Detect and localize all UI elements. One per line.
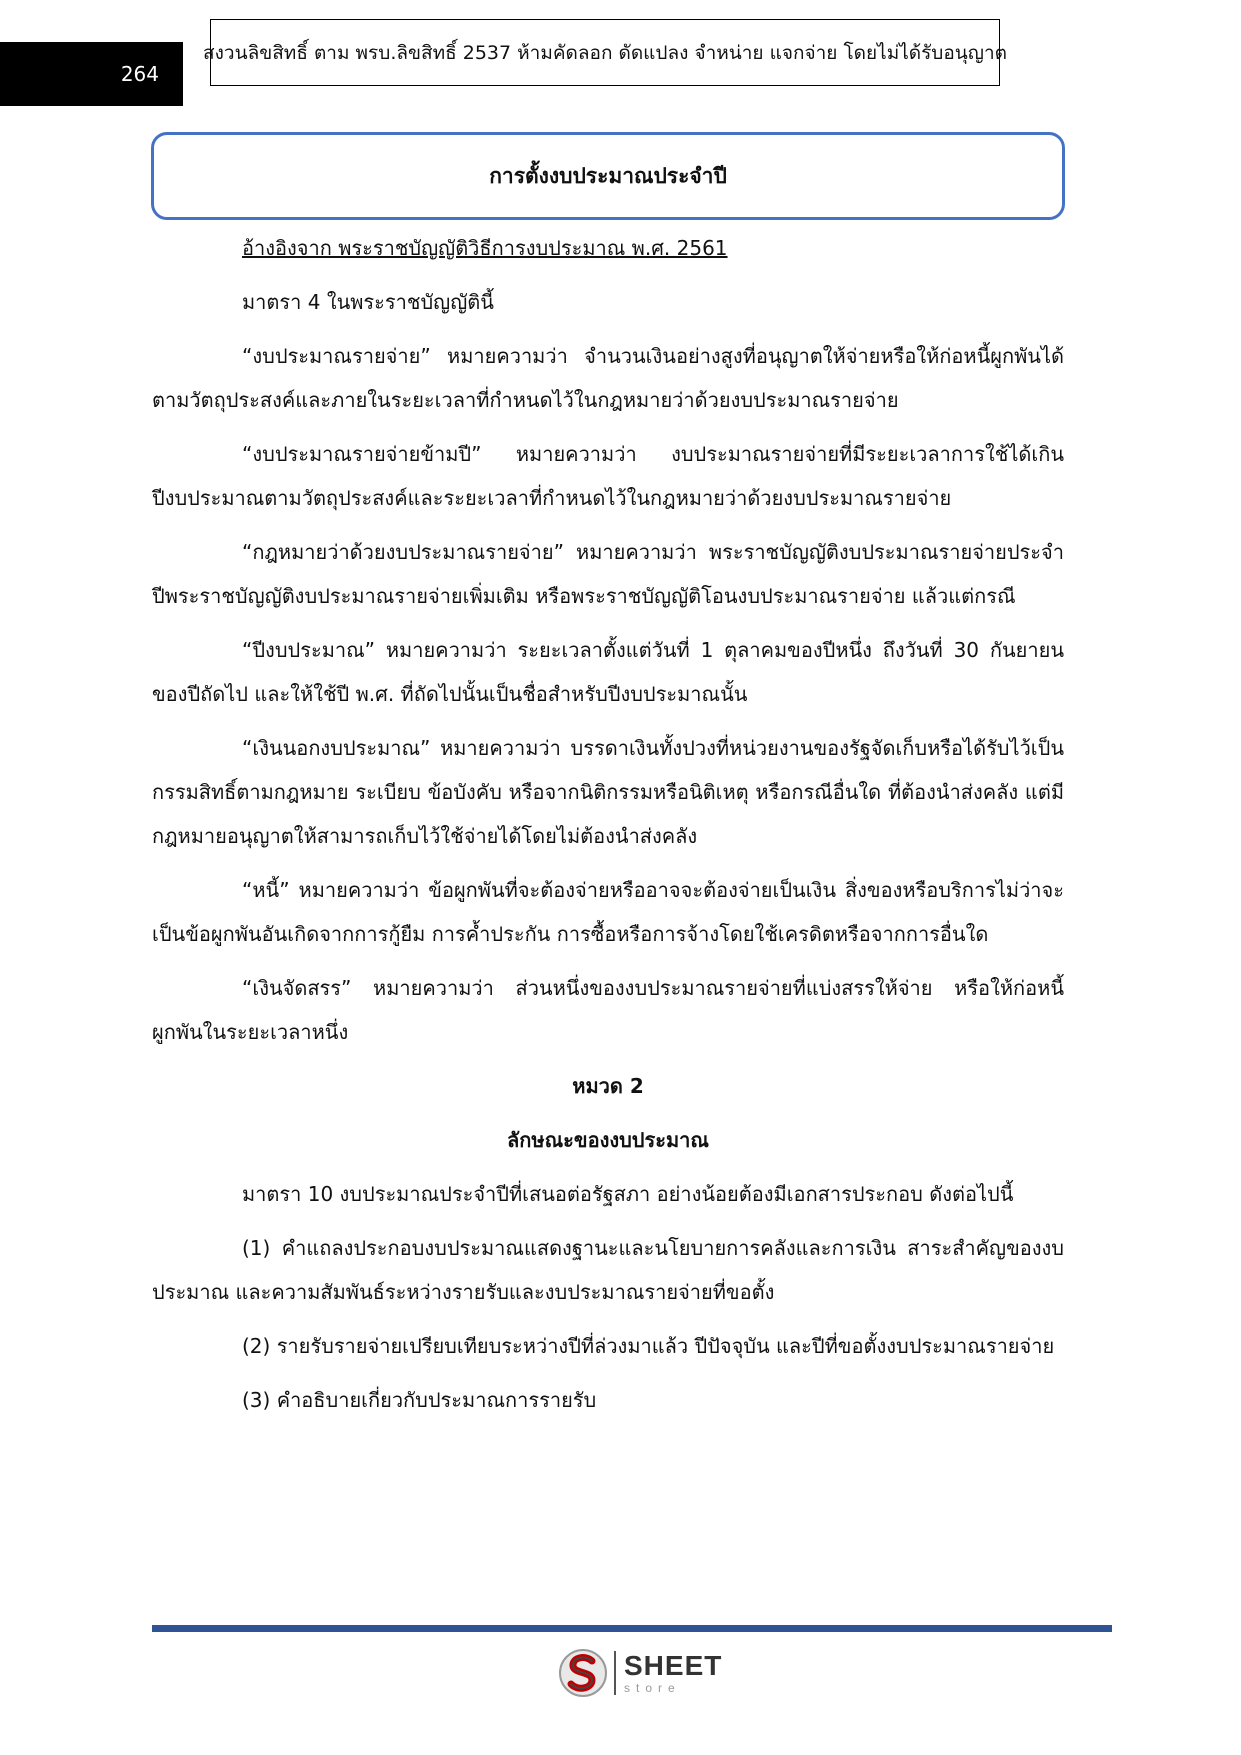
copyright-notice: สงวนลิขสิทธิ์ ตาม พรบ.ลิขสิทธิ์ 2537 ห้ามคัดลอก ดัดแปลง จำหน่าย แจกจ่าย โดยไม่ได้รับอนุญาต (210, 19, 1000, 86)
list-item: (2) รายรับรายจ่ายเปรียบเทียบระหว่างปีที่ล่วงมาแล้ว ปีปัจจุบัน และปีที่ขอตั้งงบประมาณรายจ่าย (242, 1334, 1055, 1358)
definition-paragraph: “ปีงบประมาณ” หมายความว่า ระยะเวลาตั้งแต่วันที่ 1 ตุลาคมของปีหนึ่ง ถึงวันที่ 30 กันยายนของปีถัดไป และให้ใช้ปี พ.ศ. ที่ถัดไปนั้นเป็นชื่อสำหรับปีงบประมาณนั้น (152, 638, 1064, 706)
sheet-logo-icon (558, 1647, 608, 1699)
definition-paragraph: “เงินนอกงบประมาณ” หมายความว่า บรรดาเงินทั้งปวงที่หน่วยงานของรัฐจัดเก็บหรือได้รับไว้เป็นกรรมสิทธิ์ตามกฎหมาย ระเบียบ ข้อบังคับ หรือจากนิติกรรมหรือนิติเหตุ หรือกรณีอื่นใด ที่ต้องนำส่งคลัง แต่มีกฎหมายอนุญาตให้สามารถเก็บไว้ใช้จ่ายได้โดยไม่ต้องนำส่งคลัง (152, 736, 1064, 848)
definition-paragraph: “กฎหมายว่าด้วยงบประมาณรายจ่าย” หมายความว่า พระราชบัญญัติงบประมาณรายจ่ายประจำปีพระราชบัญญัติงบประมาณรายจ่ายเพิ่มเติม หรือพระราชบัญญัติโอนงบประมาณรายจ่าย แล้วแต่กรณี (152, 540, 1064, 608)
section-4-intro: มาตรา 4 ในพระราชบัญญัตินี้ (242, 290, 494, 314)
logo-wordmark (624, 1652, 722, 1694)
logo-main-text: SHEET (624, 1650, 723, 1681)
logo-sub-text: store (624, 1681, 681, 1695)
sheet-store-logo (558, 1644, 728, 1702)
definition-paragraph: “หนี้” หมายความว่า ข้อผูกพันที่จะต้องจ่ายหรืออาจจะต้องจ่ายเป็นเงิน สิ่งของหรือบริการไม่ว่าจะเป็นข้อผูกพันอันเกิดจากการกู้ยืม การค้ำประกัน การซื้อหรือการจ้างโดยใช้เครดิตหรือจากการอื่นใด (152, 878, 1064, 946)
chapter-heading: หมวด 2 (572, 1074, 644, 1098)
section-title-text: การตั้งงบประมาณประจำปี (489, 163, 727, 188)
list-item: (3) คำอธิบายเกี่ยวกับประมาณการรายรับ (242, 1388, 597, 1412)
definition-paragraph: “งบประมาณรายจ่ายข้ามปี” หมายความว่า งบประมาณรายจ่ายที่มีระยะเวลาการใช้ได้เกินปีงบประมาณตามวัตถุประสงค์และระยะเวลาที่กำหนดไว้ในกฎหมายว่าด้วยงบประมาณรายจ่าย (152, 442, 1064, 510)
list-item: (1) คำแถลงประกอบงบประมาณแสดงฐานะและนโยบายการคลังและการเงิน สาระสำคัญของงบประมาณ และความสัมพันธ์ระหว่างรายรับและงบประมาณรายจ่ายที่ขอตั้ง (152, 1236, 1064, 1304)
definition-paragraph: “เงินจัดสรร” หมายความว่า ส่วนหนึ่งของงบประมาณรายจ่ายที่แบ่งสรรให้จ่าย หรือให้ก่อหนี้ผูกพันในระยะเวลาหนึ่ง (152, 976, 1064, 1044)
section-10-intro: มาตรา 10 งบประมาณประจำปีที่เสนอต่อรัฐสภา อย่างน้อยต้องมีเอกสารประกอบ ดังต่อไปนี้ (242, 1182, 1014, 1206)
logo-separator (614, 1651, 616, 1695)
section-title (151, 132, 1065, 220)
reference-line (152, 226, 1064, 270)
document-body (152, 226, 1064, 1422)
definition-paragraph: “งบประมาณรายจ่าย” หมายความว่า จำนวนเงินอย่างสูงที่อนุญาตให้จ่ายหรือให้ก่อหนี้ผูกพันได้ตามวัตถุประสงค์และภายในระยะเวลาที่กำหนดไว้ในกฎหมายว่าด้วยงบประมาณรายจ่าย (152, 344, 1064, 412)
page-number: 264 (0, 42, 183, 106)
footer-divider (152, 1625, 1112, 1632)
reference-link: อ้างอิงจาก พระราชบัญญัติวิธีการงบประมาณ พ.ศ. 2561 (242, 236, 728, 260)
chapter-title: ลักษณะของงบประมาณ (507, 1128, 709, 1152)
